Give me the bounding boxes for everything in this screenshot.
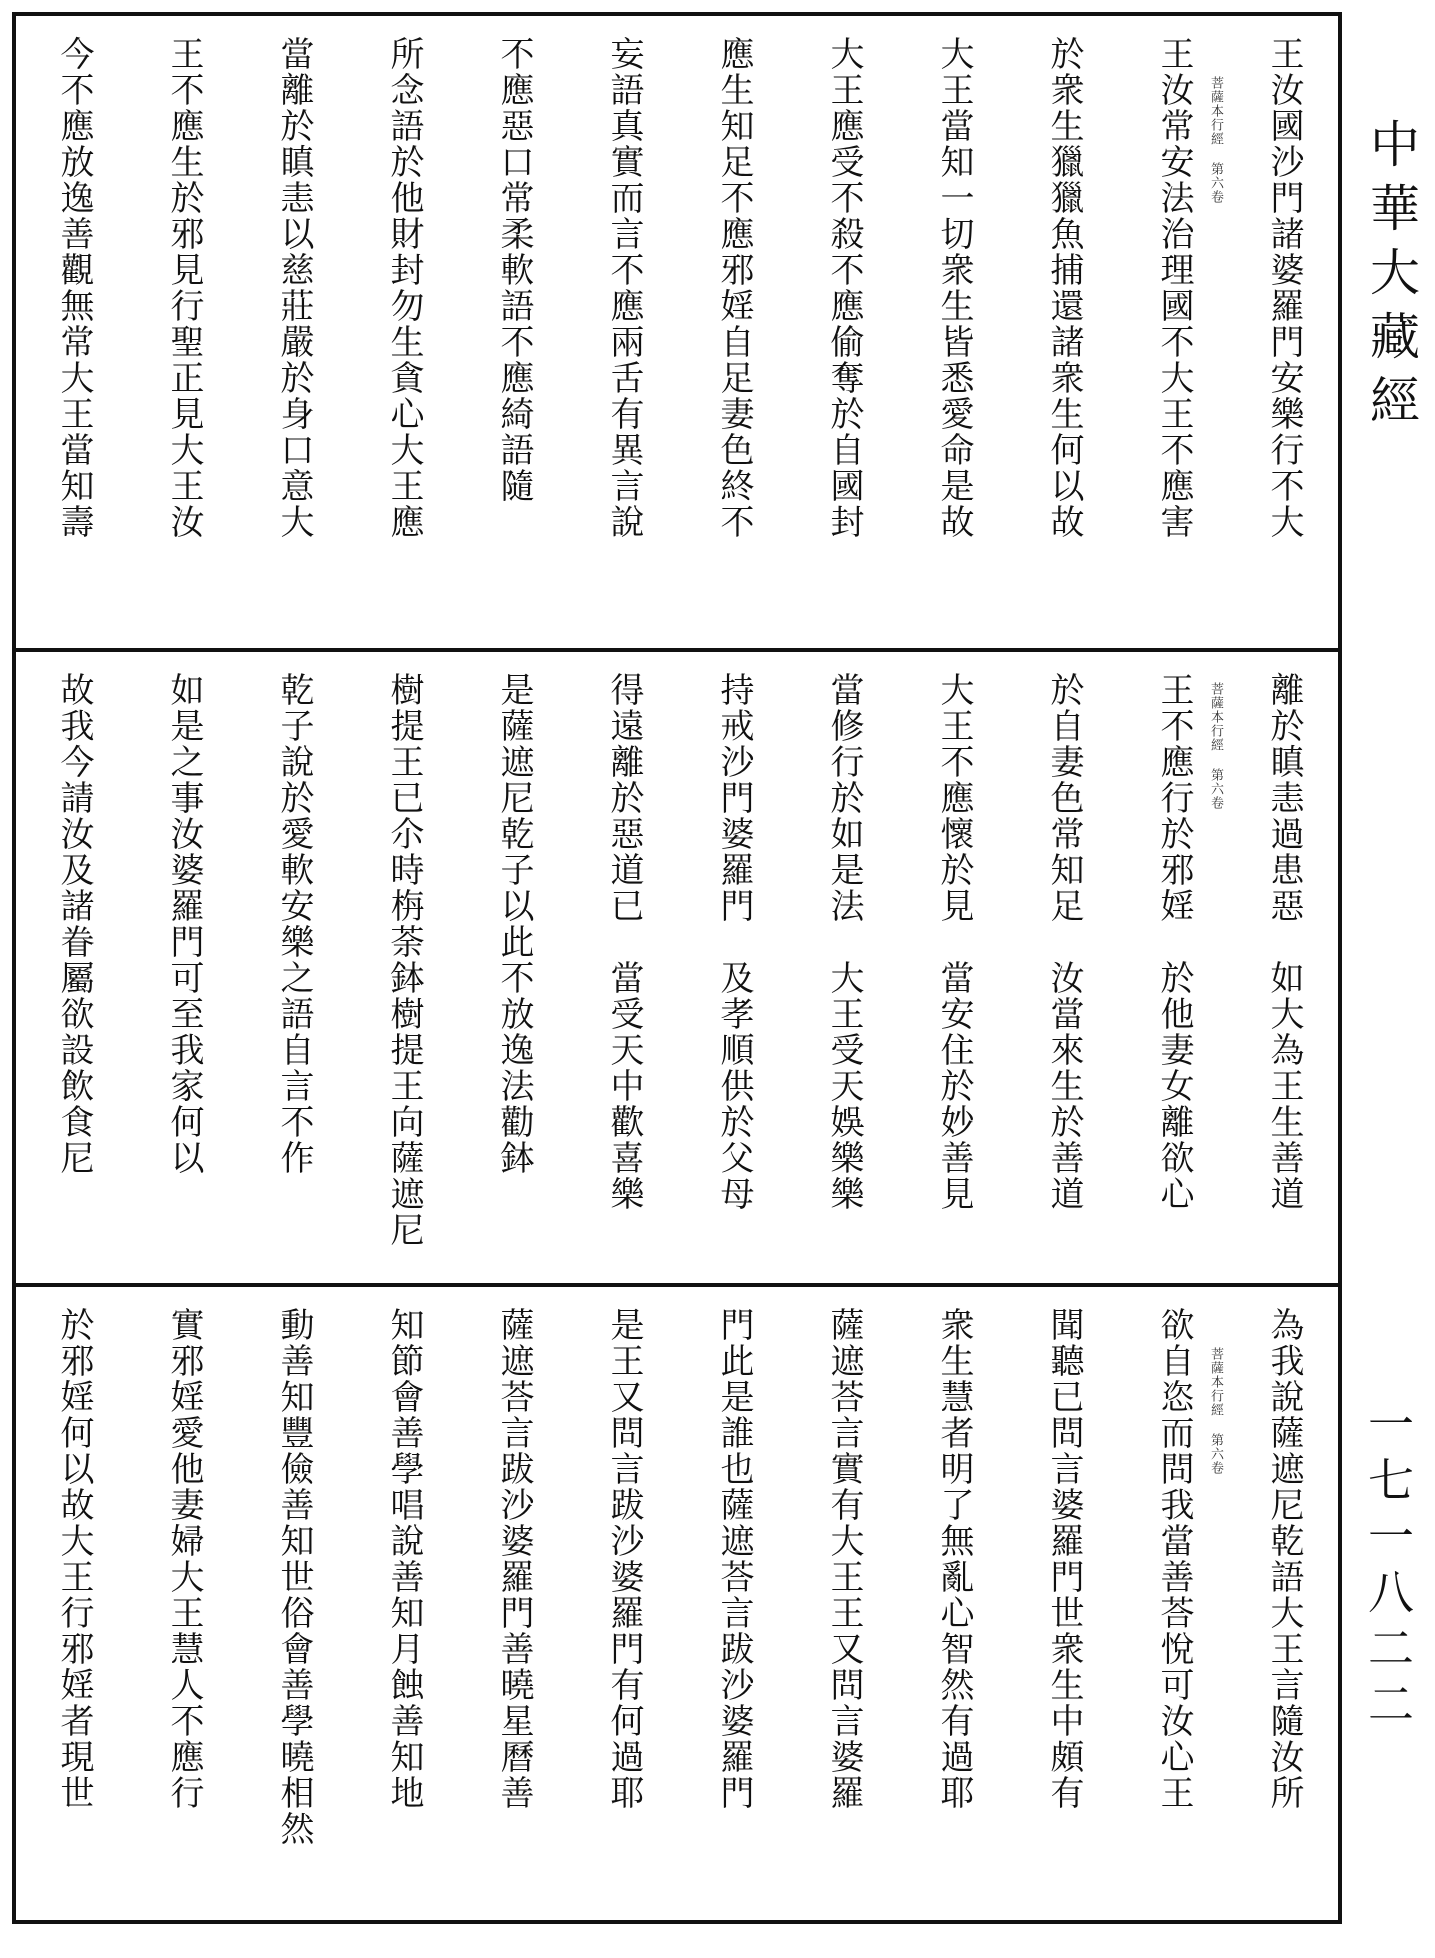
text-column: 不應惡口常柔軟語不應綺語隨 [494,36,534,504]
marginal-note: 菩薩本行經 第六卷 [1208,682,1223,810]
text-column: 如是之事汝婆羅門可至我家何以 [164,672,204,1176]
text-panel-bottom [16,1287,1338,1920]
page-number: 一七一八二二 [1361,1400,1415,1736]
text-column: 當修行於如是法 大王受天娛樂樂 [824,672,864,1212]
text-panel-middle [16,652,1338,1283]
text-columns [16,16,1338,648]
collection-title: 中華大藏經 [1362,118,1420,438]
text-column: 大王應受不殺不應偷奪於自國封 [824,36,864,540]
text-column: 於邪婬何以故大王行邪婬者現世 [54,1307,94,1811]
text-column: 所念語於他財封勿生貪心大王應 [384,36,424,540]
text-column: 於衆生獵獵魚捕還諸衆生何以故 [1044,36,1084,540]
text-column: 大王當知一切衆生皆悉愛命是故 [934,36,974,540]
text-column: 實邪婬愛他妻婦大王慧人不應行 [164,1307,204,1811]
text-column: 薩遮荅言跋沙婆羅門善曉星曆善 [494,1307,534,1811]
text-column: 王不應生於邪見行聖正見大王汝 [164,36,204,540]
text-panel-top [16,16,1338,648]
text-column: 妄語真實而言不應兩舌有異言說 [604,36,644,540]
text-column: 動善知豐儉善知世俗會善學曉相然 [274,1307,314,1847]
text-column: 知節會善學唱說善知月蝕善知地 [384,1307,424,1811]
marginal-note: 菩薩本行經 第六卷 [1208,1347,1223,1475]
text-column: 故我今請汝及諸眷屬欲設飲食尼 [54,672,94,1176]
text-column: 是王又問言跋沙婆羅門有何過耶 [604,1307,644,1811]
text-column: 衆生慧者明了無亂心智然有過耶 [934,1307,974,1811]
text-column: 王汝常安法治理國不大王不應害 [1154,36,1194,540]
marginal-note: 菩薩本行經 第六卷 [1208,76,1223,204]
text-column: 當離於瞋恚以慈莊嚴於身口意大 [274,36,314,540]
text-columns [16,1287,1338,1920]
text-column: 薩遮荅言實有大王王又問言婆羅 [824,1307,864,1811]
text-column: 是薩遮尼乾子以此不放逸法勸鉢 [494,672,534,1176]
text-column: 為我說薩遮尼乾語大王言隨汝所 [1264,1307,1304,1811]
text-column: 樹提王已尒時栴荼鉢樹提王向薩遮尼 [384,672,424,1248]
text-column: 今不應放逸善觀無常大王當知壽 [54,36,94,540]
text-column: 持戒沙門婆羅門 及孝順供於父母 [714,672,754,1212]
text-column: 王不應行於邪婬 於他妻女離欲心 [1154,672,1194,1212]
text-column: 得遠離於惡道已 當受天中歡喜樂 [604,672,644,1212]
text-column: 大王不應懷於見 當安住於妙善見 [934,672,974,1212]
text-column: 乾子說於愛軟安樂之語自言不作 [274,672,314,1176]
text-column: 應生知足不應邪婬自足妻色終不 [714,36,754,540]
text-column: 門此是誰也薩遮荅言跋沙婆羅門 [714,1307,754,1811]
text-columns [16,652,1338,1283]
text-column: 離於瞋恚過患惡 如大為王生善道 [1264,672,1304,1212]
text-column: 聞聽已問言婆羅門世衆生中頗有 [1044,1307,1084,1811]
text-column: 於自妻色常知足 汝當來生於善道 [1044,672,1084,1212]
text-column: 王汝國沙門諸婆羅門安樂行不大 [1264,36,1304,540]
text-column: 欲自恣而問我當善荅悅可汝心王 [1154,1307,1194,1811]
